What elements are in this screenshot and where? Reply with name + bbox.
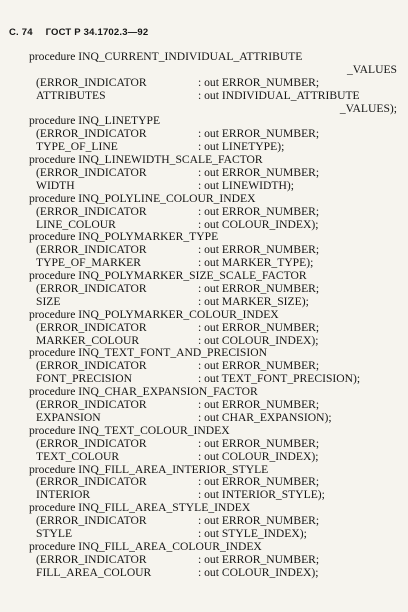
parameter-type: : out ERROR_NUMBER; [198,398,320,412]
procedure-name: procedure INQ_POLYMARKER_TYPE [29,230,219,244]
parameter-name: (ERROR_INDICATOR [36,282,147,296]
parameter-line [29,180,400,193]
parameter-type: : out ERROR_NUMBER; [198,320,320,334]
procedure-block [29,193,400,232]
procedure-block [29,154,400,193]
procedure-name: procedure INQ_CURRENT_INDIVIDUAL_ATTRIBUTE [29,50,303,63]
parameter-type: : out INDIVIDUAL_ATTRIBUTE [198,88,360,102]
parameter-type: : out LINEWIDTH); [198,178,294,192]
parameter-name: (ERROR_INDICATOR [36,166,147,180]
parameter-type: : out ERROR_NUMBER; [198,166,320,180]
parameter-name: WIDTH [36,178,75,192]
parameter-type: : out ERROR_NUMBER; [198,514,320,528]
parameter-name: (ERROR_INDICATOR [36,75,147,89]
procedure-block [29,347,400,386]
parameter-type: : out COLOUR_INDEX); [198,217,319,231]
parameter-line [29,90,400,103]
parameter-name: (ERROR_INDICATOR [36,552,147,566]
procedure-name: procedure INQ_LINEWIDTH_SCALE_FACTOR [29,153,263,167]
parameter-name: EXPANSION [36,410,101,424]
parameter-name: (ERROR_INDICATOR [36,514,147,528]
parameter-type-continuation: _VALUES); [339,101,397,115]
parameter-type: : out ERROR_NUMBER; [198,127,320,141]
parameter-type: : out ERROR_NUMBER; [198,204,320,218]
parameter-type: : out MARKER_TYPE); [198,256,314,270]
procedure-name-continuation: _VALUES [346,62,397,76]
procedure-block [29,231,400,270]
parameter-type: : out ERROR_NUMBER; [198,243,320,257]
parameter-name: INTERIOR [36,488,91,502]
parameter-type: : out ERROR_NUMBER; [198,359,320,373]
procedure-listing [29,51,400,580]
parameter-name: (ERROR_INDICATOR [36,204,147,218]
parameter-name: (ERROR_INDICATOR [36,475,147,489]
parameter-name: TEXT_COLOUR [36,449,120,463]
parameter-type: : out COLOUR_INDEX); [198,333,319,347]
parameter-type: : out ERROR_NUMBER; [198,75,320,89]
procedure-block [29,425,400,464]
parameter-name: FONT_PRECISION [36,372,132,386]
parameter-type: : out COLOUR_INDEX); [198,449,319,463]
parameter-line [29,528,400,541]
parameter-name: TYPE_OF_MARKER [36,256,142,270]
parameter-line [29,567,400,580]
parameter-type: : out ERROR_NUMBER; [198,475,320,489]
parameter-type: : out COLOUR_INDEX); [198,565,319,579]
parameter-name: (ERROR_INDICATOR [36,320,147,334]
parameter-name: FILL_AREA_COLOUR [36,565,152,579]
procedure-block [29,51,400,115]
parameter-type: : out INTERIOR_STYLE); [198,488,325,502]
standard-designation: ГОСТ Р 34.1702.3—92 [45,27,149,38]
parameter-type: : out CHAR_EXPANSION); [198,410,332,424]
parameter-name: SIZE [36,294,61,308]
parameter-type: : out MARKER_SIZE); [198,294,309,308]
procedure-name: procedure INQ_FILL_AREA_INTERIOR_STYLE [29,462,269,476]
parameter-type: : out ERROR_NUMBER; [198,282,320,296]
procedure-block [29,541,400,580]
page-header [9,27,158,38]
parameter-name: (ERROR_INDICATOR [36,398,147,412]
parameter-name: MARKER_COLOUR [36,333,140,347]
procedure-block [29,270,400,309]
procedure-name: procedure INQ_TEXT_FONT_AND_PRECISION [29,346,267,360]
parameter-name: (ERROR_INDICATOR [36,243,147,257]
procedure-block [29,464,400,503]
parameter-name: (ERROR_INDICATOR [36,127,147,141]
procedure-name: procedure INQ_POLYMARKER_COLOUR_INDEX [29,307,279,321]
procedure-name: procedure INQ_CHAR_EXPANSION_FACTOR [29,385,258,399]
parameter-line [29,412,400,425]
parameter-name: (ERROR_INDICATOR [36,359,147,373]
procedure-name: procedure INQ_POLYLINE_COLOUR_INDEX [29,191,256,205]
parameter-line [29,451,400,464]
procedure-name: procedure INQ_FILL_AREA_COLOUR_INDEX [29,539,262,553]
procedure-block [29,386,400,425]
procedure-block [29,115,400,154]
parameter-type: : out STYLE_INDEX); [198,526,307,540]
page-number: С. 74 [9,27,33,38]
parameter-type: : out LINETYPE); [198,140,285,154]
parameter-type: : out TEXT_FONT_PRECISION); [198,372,361,386]
parameter-name: ATTRIBUTES [36,88,106,102]
parameter-name: LINE_COLOUR [36,217,116,231]
parameter-name: STYLE [36,526,73,540]
procedure-name: procedure INQ_POLYMARKER_SIZE_SCALE_FACTOR [29,269,307,283]
procedure-name: procedure INQ_LINETYPE [29,114,161,128]
parameter-type: : out ERROR_NUMBER; [198,552,320,566]
parameter-name: (ERROR_INDICATOR [36,436,147,450]
procedure-name: procedure INQ_TEXT_COLOUR_INDEX [29,423,230,437]
parameter-name: TYPE_OF_LINE [36,140,118,154]
procedure-name: procedure INQ_FILL_AREA_STYLE_INDEX [29,501,251,515]
parameter-type: : out ERROR_NUMBER; [198,436,320,450]
procedure-block [29,309,400,348]
parameter-line [29,296,400,309]
procedure-block [29,502,400,541]
